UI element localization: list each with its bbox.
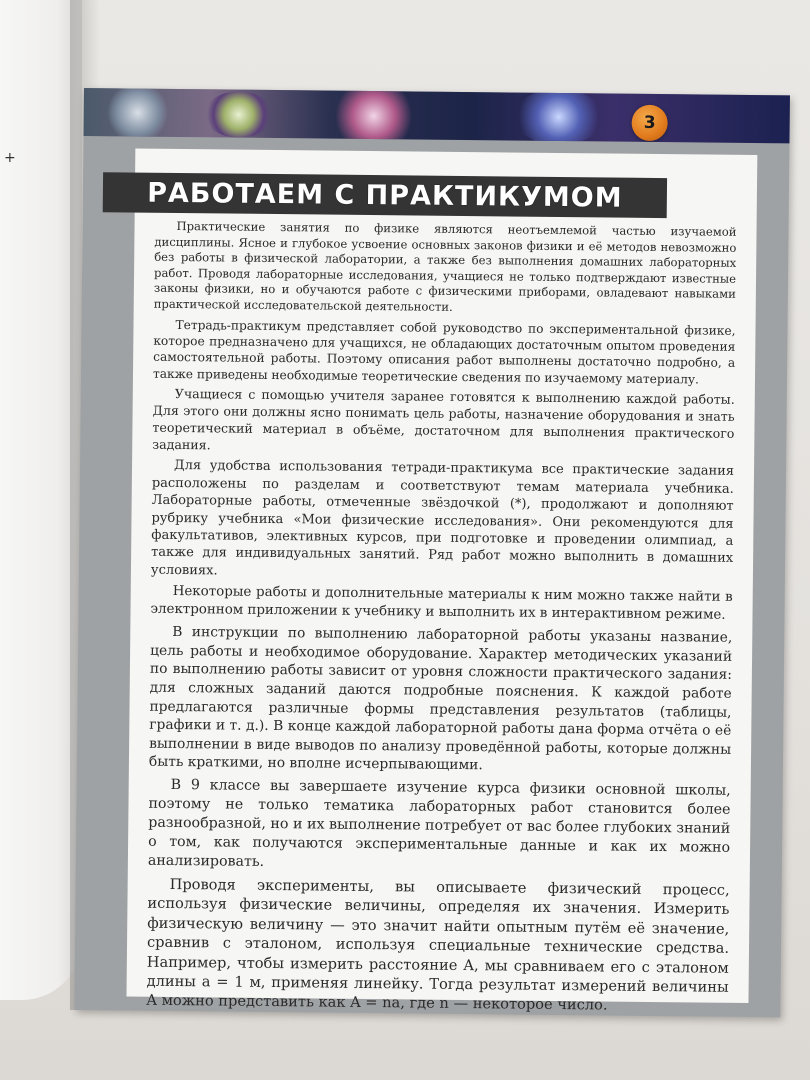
paragraph: Учащиеся с помощью учителя заранее готовятся к выполнению каждой работы. Для этого они должны ясно понимать цель работы, назначение оборудования и знать теоретический материал в объёме, достаточном для выполнения практического задания. — [152, 386, 735, 452]
left-page-mark: + — [4, 150, 16, 166]
page-title: РАБОТАЕМ С ПРАКТИКУМОМ — [103, 172, 667, 218]
paragraph: Тетрадь-практикум представляет собой руководство по экспериментальной физике, которое предназначено для учащихся, не обладающих достаточным опытом проведения самостоятельной работы. Поэтому описания работ выполнены достаточно подробно, а также приведены необходимые теоретические сведения по изучаемому материалу. — [152, 317, 736, 387]
paragraph: В инструкции по выполнению лабораторной работы указаны название, цель работы и необходимое оборудование. Характер методических указаний по выполнению работы зависит от уровня сложности практического задания: для сложных заданий даются подробные пояснения. К каждой работе предлагаются различные формы представления результатов (таблицы, графики и т. д.). В конце каждой лабораторной работы дана форма отчёта о её выполнении в виде выводов по анализу проведённой работы, которые должны быть краткими, но вполне исчерпывающими. — [148, 624, 733, 774]
paragraph: Некоторые работы и дополнительные материалы к ним можно также найти в электронном приложении к учебнику и выполнить их в интерактивном режиме. — [150, 584, 733, 623]
header-banner-image — [83, 88, 789, 143]
paragraph: Для удобства использования тетради-практикума все практические задания расположены по разделам и соответствуют темам материала учебника. Лабораторные работы, отмеченные звёздочкой (*), продолжают и дополняют рубрику учебника «Мои физические исследования». Они рекомендуются для факультативов, элективных курсов, при подготовке и проведении олимпиад, а также для индивидуальных занятий. Ряд работ можно выполнить в домашних условиях. — [150, 458, 735, 579]
body-text — [146, 219, 736, 1021]
paragraph: В 9 классе вы завершаете изучение курса физики основной школы, поэтому не только тематика лабораторных работ становится более разнообразной, но и их выполнение потребует от вас более глубоких знаний о том, как получаются экспериментальные данные и как их можно анализировать. — [147, 776, 731, 870]
paragraph: Практические занятия по физике являются неотъемлемой частью изучаемой дисциплины. Ясное и глубокое усвоение основных законов физики и её методов невозможно без работы в физической лаборатории, а также без выполнения домашних лабораторных работ. Проводя лабораторные исследования, учащиеся не только подтверждают известные законы физики, но и обучаются работе с физическими приборами, овладевают навыками практической исследовательской деятельности. — [153, 218, 737, 314]
book-page — [74, 88, 790, 1017]
page-number-badge: 3 — [631, 105, 667, 141]
paragraph: Проводя эксперименты, вы описываете физический процесс, используя физические величины, определяя их значения. Измерить физическую величину — это значит найти опытным путём её значение, сравнив с эталоном, используя специальные технические средства. Например, чтобы измерить расстояние A, мы сравниваем его с эталоном длины a = 1 м, применяя линейку. Тогда результат измерений величины A можно представить как A = na, где n — некоторое число. — [146, 875, 730, 1014]
